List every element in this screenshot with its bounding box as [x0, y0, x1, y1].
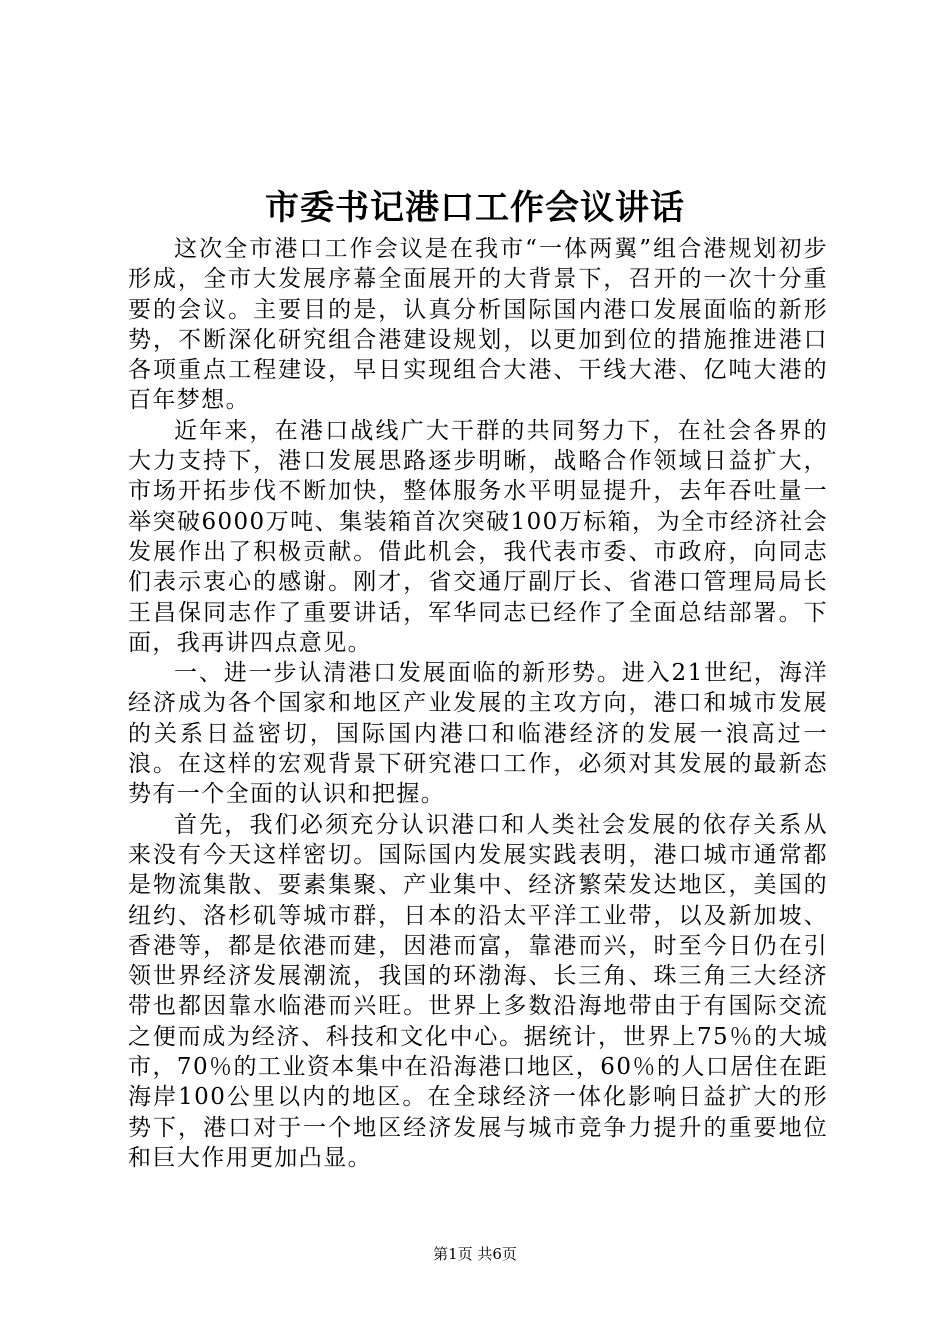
paragraph-3: 一、进一步认清港口发展面临的新形势。进入21世纪，海洋经济成为各个国家和地区产业发展的主攻方向，港口和城市发展的关系日益密切，国际国内港口和临港经济的发展一浪高过一浪。在这样的宏观背景下研究港口工作，必须对其发展的最新态势有一个全面的认识和把握。 — [128, 660, 828, 808]
document-body — [128, 234, 828, 1173]
document-title: 市委书记港口工作会议讲话 — [265, 188, 685, 228]
paragraph-2: 近年来，在港口战线广大干群的共同努力下，在社会各界的大力支持下，港口发展思路逐步明晰，战略合作领域日益扩大，市场开拓步伐不断加快，整体服务水平明显提升，去年吞吐量一举突破6000万吨、集装箱首次突破100万标箱，为全市经济社会发展作出了积极贡献。借此机会，我代表市委、市政府，向同志们表示衷心的感谢。刚才，省交通厅副厅长、省港口管理局局长王昌保同志作了重要讲话，军华同志已经作了全面总结部署。下面，我再讲四点意见。 — [128, 417, 828, 656]
paragraph-4: 首先，我们必须充分认识港口和人类社会发展的依存关系从来没有今天这样密切。国际国内发展实践表明，港口城市通常都是物流集散、要素集聚、产业集中、经济繁荣发达地区，美国的纽约、洛杉矶等城市群，日本的沿太平洋工业带，以及新加坡、香港等，都是依港而建，因港而富，靠港而兴，时至今日仍在引领世界经济发展潮流，我国的环渤海、长三角、珠三角三大经济带也都因靠水临港而兴旺。世界上多数沿海地带由于有国际交流之便而成为经济、科技和文化中心。据统计，世界上75％的大城市，70％的工业资本集中在沿海港口地区，60％的人口居住在距海岸100公里以内的地区。在全球经济一体化影响日益扩大的形势下，港口对于一个地区经济发展与城市竞争力提升的重要地位和巨大作用更加凸显。 — [128, 811, 828, 1171]
page-number-footer: 第1页 共6页 — [433, 1245, 517, 1263]
paragraph-1: 这次全市港口工作会议是在我市“一体两翼”组合港规划初步形成，全市大发展序幕全面展开的大背景下，召开的一次十分重要的会议。主要目的是，认真分析国际国内港口发展面临的新形势，不断深化研究组合港建设规划，以更加到位的措施推进港口各项重点工程建设，早日实现组合大港、干线大港、亿吨大港的百年梦想。 — [128, 236, 828, 414]
